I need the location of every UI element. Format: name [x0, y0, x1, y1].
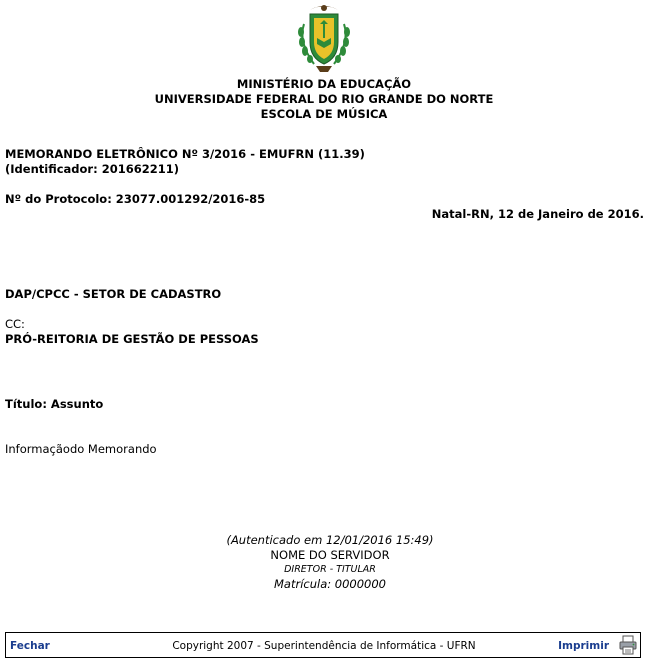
cc-label: CC: — [5, 317, 25, 331]
footer-bar — [5, 632, 641, 658]
memo-number: MEMORANDO ELETRÔNICO Nº 3/2016 - EMUFRN (11.39) — [5, 147, 365, 161]
close-link[interactable]: Fechar — [10, 640, 50, 652]
authentication-stamp: (Autenticado em 12/01/2016 15:49) — [226, 533, 434, 547]
cc-value: PRÓ-REITORIA DE GESTÃO DE PESSOAS — [5, 332, 259, 346]
signer-registration: Matrícula: 0000000 — [273, 577, 386, 591]
memo-body: Informaçãodo Memorando — [5, 442, 157, 456]
institution-header — [0, 77, 648, 122]
memo-subject: Título: Assunto — [5, 397, 104, 411]
signature-block — [0, 533, 648, 592]
recipient: DAP/CPCC - SETOR DE CADASTRO — [5, 287, 222, 301]
signer-role: DIRETOR - TITULAR — [284, 564, 376, 575]
memo-date: Natal-RN, 12 de Janeiro de 2016. — [431, 207, 644, 221]
protocol-number: Nº do Protocolo: 23077.001292/2016-85 — [5, 192, 266, 206]
memo-heading — [5, 147, 365, 177]
ministry-title: MINISTÉRIO DA EDUCAÇÃO — [236, 77, 412, 91]
university-title: UNIVERSIDADE FEDERAL DO RIO GRANDE DO NORTE — [154, 92, 494, 106]
school-title: ESCOLA DE MÚSICA — [260, 107, 388, 121]
memo-identifier: (Identificador: 201662211) — [5, 162, 179, 176]
printer-icon[interactable] — [618, 635, 638, 655]
ufrn-crest-icon — [292, 2, 356, 74]
signer-name: NOME DO SERVIDOR — [270, 548, 390, 562]
print-link[interactable]: Imprimir — [558, 640, 609, 652]
copyright-text: Copyright 2007 - Superintendência de Informática - UFRN — [172, 640, 476, 652]
